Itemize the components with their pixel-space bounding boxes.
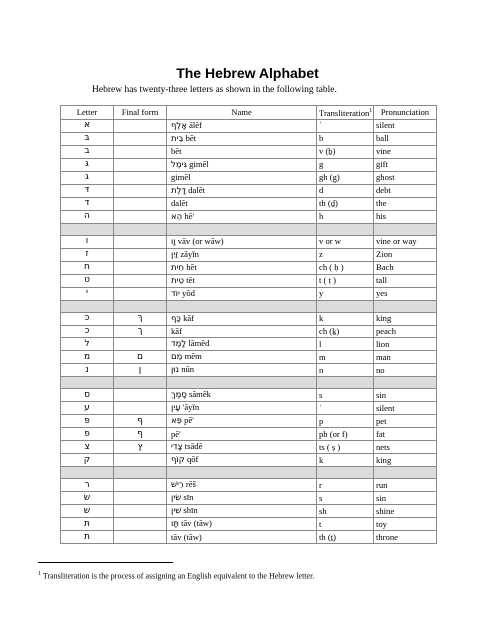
transliteration-cell: d: [317, 184, 374, 197]
separator-cell: [167, 223, 317, 235]
pronunciation-cell: pet: [374, 415, 437, 428]
separator-cell: [61, 467, 114, 479]
name-cell: [167, 287, 317, 300]
final-form-cell: [114, 145, 167, 158]
hebrew-name: סָמֶךְ: [171, 390, 187, 401]
letter-cell: ת: [61, 531, 114, 544]
name-cell: [167, 197, 317, 210]
transliteration-cell: ph (or f): [317, 428, 374, 441]
name-cell: [167, 479, 317, 492]
english-name: dalĕt: [188, 184, 205, 195]
final-form-cell: [114, 492, 167, 505]
name-cell: [167, 132, 317, 145]
pronunciation-cell: no: [374, 364, 437, 377]
footnote-marker: 1: [38, 571, 41, 577]
separator-cell: [61, 377, 114, 389]
letter-cell: י: [61, 287, 114, 300]
separator-cell: [374, 223, 437, 235]
letter-cell: ו: [61, 235, 114, 248]
group-separator-row: [61, 300, 437, 312]
table-row: [61, 531, 437, 544]
table-row: [61, 479, 437, 492]
letter-cell: ק: [61, 454, 114, 467]
final-form-cell: ףּ: [114, 415, 167, 428]
transliteration-cell: v or w: [317, 235, 374, 248]
final-form-cell: [114, 287, 167, 300]
final-form-cell: ץ: [114, 441, 167, 454]
final-form-cell: ף: [114, 428, 167, 441]
letter-cell: פ: [61, 428, 114, 441]
hebrew-name: זַיִן: [171, 249, 179, 260]
name-cell: [167, 261, 317, 274]
table-row: [61, 389, 437, 402]
separator-cell: [114, 300, 167, 312]
transliteration-cell: ʾ: [317, 119, 374, 132]
table-row: [61, 132, 437, 145]
hebrew-name: שִׁין: [171, 506, 182, 517]
name-cell: [167, 235, 317, 248]
transliteration-cell: g: [317, 158, 374, 171]
english-name: mēm: [184, 351, 202, 362]
final-form-cell: ך: [114, 325, 167, 338]
table-row: [61, 145, 437, 158]
intro-text: Hebrew has twenty-three letters as shown in the following table.: [92, 85, 337, 95]
name-cell: [167, 389, 317, 402]
final-form-cell: [114, 274, 167, 287]
pronunciation-cell: Zion: [374, 248, 437, 261]
letter-cell: צ: [61, 441, 114, 454]
transliteration-cell: t: [317, 518, 374, 531]
transliteration-cell: h: [317, 210, 374, 223]
transliteration-cell: r: [317, 479, 374, 492]
english-name: bēt: [171, 146, 182, 157]
table-header-row: [61, 106, 437, 120]
hebrew-name: חֵית: [171, 262, 185, 273]
pronunciation-cell: vine: [374, 145, 437, 158]
separator-cell: [114, 377, 167, 389]
table-row: [61, 312, 437, 325]
page-title: The Hebrew Alphabet: [176, 65, 319, 81]
table-row: [61, 505, 437, 518]
english-name: tēt: [186, 274, 195, 285]
table-row: [61, 492, 437, 505]
transliteration-cell: ch ( ḥ ): [317, 261, 374, 274]
pronunciation-cell: king: [374, 454, 437, 467]
pronunciation-cell: vine or way: [374, 235, 437, 248]
transliteration-cell: ch (ḵ): [317, 325, 374, 338]
pronunciation-cell: ghost: [374, 171, 437, 184]
letter-cell: א: [61, 119, 114, 132]
pronunciation-cell: yes: [374, 287, 437, 300]
hebrew-name: צָדִי: [171, 442, 183, 453]
separator-cell: [114, 223, 167, 235]
english-name: pē': [171, 428, 181, 439]
final-form-cell: [114, 210, 167, 223]
alphabet-table: [60, 105, 437, 544]
transliteration-cell: s: [317, 492, 374, 505]
english-name: 'āyĭn: [182, 402, 200, 413]
footnote-text: Transliteration is the process of assigning an English equivalent to the Hebrew letter.: [42, 571, 315, 581]
pronunciation-cell: his: [374, 210, 437, 223]
pronunciation-cell: run: [374, 479, 437, 492]
hebrew-name: שִׂין: [171, 493, 182, 504]
pronunciation-cell: fat: [374, 428, 437, 441]
final-form-cell: [114, 158, 167, 171]
final-form-cell: [114, 479, 167, 492]
hebrew-name: עַיִן: [171, 403, 181, 414]
table-row: [61, 197, 437, 210]
pronunciation-cell: king: [374, 312, 437, 325]
pronunciation-cell: silent: [374, 402, 437, 415]
table-row: [61, 287, 437, 300]
english-name: hēt: [186, 261, 197, 272]
transliteration-cell: z: [317, 248, 374, 261]
table-row: [61, 119, 437, 132]
final-form-cell: [114, 261, 167, 274]
hebrew-name: הֵא: [171, 211, 183, 222]
english-name: lāmĕd: [188, 338, 210, 349]
transliteration-cell: l: [317, 338, 374, 351]
final-form-cell: ם: [114, 351, 167, 364]
transliteration-cell: m: [317, 351, 374, 364]
name-cell: [167, 428, 317, 441]
pronunciation-cell: man: [374, 351, 437, 364]
pronunciation-cell: ball: [374, 132, 437, 145]
separator-cell: [317, 377, 374, 389]
final-form-cell: ךּ: [114, 312, 167, 325]
separator-cell: [61, 223, 114, 235]
transliteration-cell: v (ḇ): [317, 145, 374, 158]
hebrew-name: תָּו: [171, 519, 179, 530]
table-row: [61, 351, 437, 364]
name-cell: [167, 364, 317, 377]
hebrew-name: כַּף: [171, 313, 181, 324]
english-name: sāmĕk: [189, 389, 211, 400]
final-form-cell: [114, 197, 167, 210]
english-name: gimĕl: [189, 158, 209, 169]
final-form-cell: [114, 338, 167, 351]
transliteration-cell: n: [317, 364, 374, 377]
english-name: tāv (tāw): [181, 518, 212, 529]
group-separator-row: [61, 223, 437, 235]
english-name: vāv (or wāw): [177, 235, 224, 246]
english-name: sīn: [183, 492, 194, 503]
letter-cell: ה: [61, 210, 114, 223]
letter-cell: פּ: [61, 415, 114, 428]
header-pronunciation: Pronunciation: [374, 106, 437, 120]
group-separator-row: [61, 377, 437, 389]
letter-cell: כ: [61, 325, 114, 338]
pronunciation-cell: debt: [374, 184, 437, 197]
pronunciation-cell: silent: [374, 119, 437, 132]
hebrew-name: פֵּא: [171, 416, 182, 427]
final-form-cell: [114, 132, 167, 145]
letter-cell: ס: [61, 389, 114, 402]
final-form-cell: [114, 518, 167, 531]
hebrew-name: לָמֶד: [171, 339, 187, 350]
pronunciation-cell: toy: [374, 518, 437, 531]
transliteration-cell: gh (g̱): [317, 171, 374, 184]
transliteration-cell: b: [317, 132, 374, 145]
letter-cell: תּ: [61, 518, 114, 531]
letter-cell: ע: [61, 402, 114, 415]
separator-cell: [167, 377, 317, 389]
hebrew-name: מֵם: [171, 352, 183, 363]
letter-cell: ב: [61, 145, 114, 158]
name-cell: [167, 325, 317, 338]
final-form-cell: [114, 184, 167, 197]
english-name: bēt: [185, 132, 197, 143]
transliteration-cell: ʿ: [317, 402, 374, 415]
transliteration-cell: th (ṯ): [317, 531, 374, 544]
separator-cell: [374, 300, 437, 312]
name-cell: [167, 531, 317, 544]
table-row: [61, 338, 437, 351]
footnote-divider: [38, 562, 173, 563]
transliteration-cell: s: [317, 389, 374, 402]
transliteration-cell: y: [317, 287, 374, 300]
separator-cell: [114, 467, 167, 479]
final-form-cell: [114, 119, 167, 132]
table-row: [61, 518, 437, 531]
english-name: tāv (tāw): [171, 531, 202, 542]
letter-cell: ר: [61, 479, 114, 492]
english-name: zāyĭn: [180, 248, 199, 259]
name-cell: [167, 338, 317, 351]
pronunciation-cell: sin: [374, 492, 437, 505]
final-form-cell: [114, 505, 167, 518]
table-row: [61, 364, 437, 377]
letter-cell: ל: [61, 338, 114, 351]
name-cell: [167, 274, 317, 287]
pronunciation-cell: Bach: [374, 261, 437, 274]
hebrew-name: גִּימֶל: [171, 159, 188, 170]
table-row: [61, 402, 437, 415]
separator-cell: [317, 467, 374, 479]
table-row: [61, 428, 437, 441]
english-name: ālĕf: [189, 119, 202, 130]
transliteration-cell: t ( ṭ ): [317, 274, 374, 287]
footnote-ref: 1: [369, 108, 373, 114]
name-cell: [167, 415, 317, 428]
pronunciation-cell: lion: [374, 338, 437, 351]
name-cell: [167, 312, 317, 325]
english-name: yōd: [182, 287, 195, 298]
hebrew-name: נוּן: [171, 365, 180, 376]
english-name: shīn: [183, 505, 198, 516]
pronunciation-cell: peach: [374, 325, 437, 338]
hebrew-name: אָלֶף: [171, 120, 187, 131]
letter-cell: כּ: [61, 312, 114, 325]
header-letter: Letter: [61, 106, 114, 120]
letter-cell: שׂ: [61, 492, 114, 505]
final-form-cell: [114, 454, 167, 467]
letter-cell: בּ: [61, 132, 114, 145]
table-row: [61, 184, 437, 197]
separator-cell: [374, 467, 437, 479]
hebrew-name: בֵּית: [171, 133, 184, 144]
final-form-cell: ן: [114, 364, 167, 377]
name-cell: [167, 351, 317, 364]
name-cell: [167, 248, 317, 261]
transliteration-cell: ts ( ṣ ): [317, 441, 374, 454]
table-row: [61, 261, 437, 274]
separator-cell: [317, 300, 374, 312]
name-cell: [167, 454, 317, 467]
name-cell: [167, 492, 317, 505]
header-final-form: Final form: [114, 106, 167, 120]
english-name: kāf: [183, 312, 195, 323]
name-cell: [167, 441, 317, 454]
hebrew-name: דָּלֶת: [171, 185, 187, 196]
letter-cell: ג: [61, 171, 114, 184]
name-cell: [167, 145, 317, 158]
separator-cell: [317, 223, 374, 235]
group-separator-row: [61, 467, 437, 479]
transliteration-cell: k: [317, 312, 374, 325]
pronunciation-cell: sin: [374, 389, 437, 402]
final-form-cell: [114, 248, 167, 261]
letter-cell: מ: [61, 351, 114, 364]
final-form-cell: [114, 402, 167, 415]
separator-cell: [374, 377, 437, 389]
hebrew-name: רֵישׁ: [171, 480, 184, 491]
name-cell: [167, 402, 317, 415]
hebrew-name: יוֹד: [171, 288, 180, 299]
english-name: nūn: [181, 364, 195, 375]
name-cell: [167, 184, 317, 197]
final-form-cell: [114, 171, 167, 184]
header-name: Name: [167, 106, 317, 120]
name-cell: [167, 505, 317, 518]
letter-cell: ד: [61, 197, 114, 210]
transliteration-cell: th (ḏ): [317, 197, 374, 210]
pronunciation-cell: the: [374, 197, 437, 210]
english-name: kāf: [171, 325, 182, 336]
letter-cell: ט: [61, 274, 114, 287]
final-form-cell: [114, 235, 167, 248]
transliteration-cell: sh: [317, 505, 374, 518]
name-cell: [167, 158, 317, 171]
pronunciation-cell: gift: [374, 158, 437, 171]
english-name: pē': [184, 415, 194, 426]
table-row: [61, 454, 437, 467]
letter-cell: ז: [61, 248, 114, 261]
letter-cell: ח: [61, 261, 114, 274]
name-cell: [167, 518, 317, 531]
table-row: [61, 325, 437, 338]
table-row: [61, 248, 437, 261]
hebrew-name: טֵית: [171, 275, 184, 286]
table-row: [61, 235, 437, 248]
letter-cell: נ: [61, 364, 114, 377]
transliteration-cell: k: [317, 454, 374, 467]
letter-cell: גּ: [61, 158, 114, 171]
hebrew-name: וָו: [171, 236, 176, 247]
letter-cell: דּ: [61, 184, 114, 197]
final-form-cell: [114, 531, 167, 544]
separator-cell: [167, 300, 317, 312]
header-transliteration: [317, 106, 374, 120]
pronunciation-cell: throne: [374, 531, 437, 544]
transliteration-cell: p: [317, 415, 374, 428]
footnote: [38, 571, 314, 581]
table-row: [61, 415, 437, 428]
english-name: hē': [184, 210, 195, 221]
name-cell: [167, 210, 317, 223]
table-body: [61, 119, 437, 543]
final-form-cell: [114, 389, 167, 402]
english-name: qōf: [186, 454, 199, 465]
table-row: [61, 210, 437, 223]
english-name: tsādē: [184, 441, 203, 452]
separator-cell: [167, 467, 317, 479]
table-row: [61, 171, 437, 184]
english-name: dalĕt: [171, 198, 188, 209]
table-row: [61, 274, 437, 287]
pronunciation-cell: nets: [374, 441, 437, 454]
pronunciation-cell: tall: [374, 274, 437, 287]
separator-cell: [61, 300, 114, 312]
table-row: [61, 441, 437, 454]
letter-cell: שׁ: [61, 505, 114, 518]
header-transliteration-label: Transliteration: [319, 107, 370, 118]
pronunciation-cell: shine: [374, 505, 437, 518]
name-cell: [167, 171, 317, 184]
english-name: gimĕl: [171, 172, 191, 183]
hebrew-name: קוֹף: [171, 455, 185, 466]
name-cell: [167, 119, 317, 132]
table-row: [61, 158, 437, 171]
english-name: rēš: [185, 479, 196, 490]
